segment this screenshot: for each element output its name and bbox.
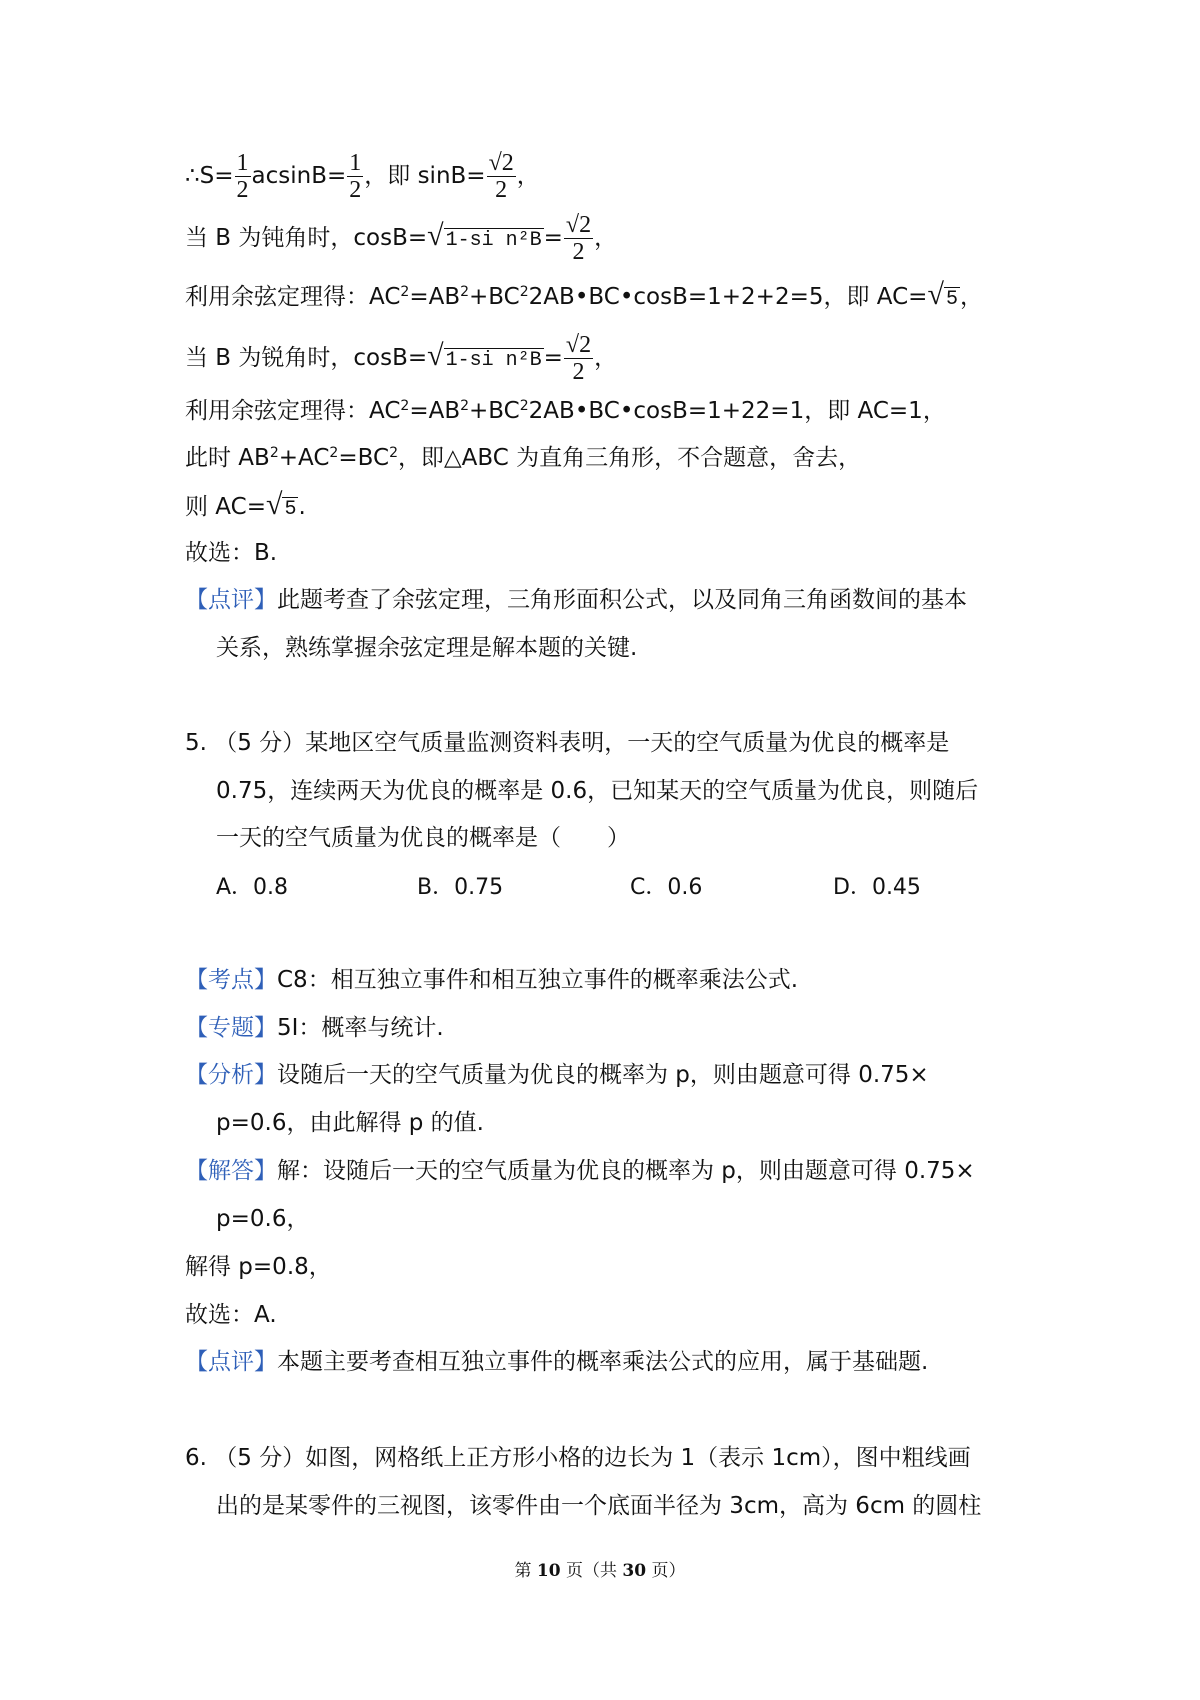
text: C8：相互独立事件和相互独立事件的概率乘法公式. xyxy=(277,967,799,993)
text: 解：设随后一天的空气质量为优良的概率为 p，则由题意可得 0.75× xyxy=(277,1158,975,1184)
text: 本题主要考查相互独立事件的概率乘法公式的应用，属于基础题. xyxy=(277,1349,929,1375)
jieda-line-3: 解得 p=0.8， xyxy=(185,1254,332,1280)
right-triangle-line xyxy=(185,441,861,475)
fenxi-line-1 xyxy=(185,1058,929,1092)
option-c[interactable]: C．0.6 xyxy=(630,875,703,900)
jieda-tag: 【解答】 xyxy=(185,1158,277,1184)
text: 此时 AB xyxy=(185,445,270,471)
square-root: √ 5 xyxy=(927,278,958,311)
question-5-line-1: 5. （5 分）某地区空气质量监测资料表明，一天的空气质量为优良的概率是 xyxy=(185,730,950,756)
zhuanti-line xyxy=(185,1011,444,1045)
obtuse-case-line xyxy=(185,212,617,265)
text: = xyxy=(543,225,563,251)
radicand: 5 xyxy=(945,288,958,311)
text: ， xyxy=(594,225,618,251)
text: acsinB= xyxy=(251,163,347,189)
result-line xyxy=(185,488,306,527)
kaodian-tag: 【考点】 xyxy=(185,967,277,993)
square-root: √ 5 xyxy=(265,488,297,521)
superscript: 2 xyxy=(400,398,410,414)
text: ∴S= xyxy=(185,163,234,189)
question-5-line-3: 一天的空气质量为优良的概率是（ ） xyxy=(216,825,630,851)
superscript: 2 xyxy=(329,445,339,461)
text: ，即△ABC 为直角三角形，不合题意，舍去， xyxy=(397,445,862,471)
text: 5I：概率与统计. xyxy=(277,1015,444,1041)
comment-tag: 【点评】 xyxy=(185,1349,277,1375)
text: =AB xyxy=(409,398,461,424)
text: ， xyxy=(959,284,983,310)
text: 利用余弦定理得：AC xyxy=(185,284,401,310)
footer-text: 页） xyxy=(646,1561,686,1581)
text: ，即 sinB= xyxy=(364,163,486,189)
total-pages: 30 xyxy=(622,1561,647,1581)
text: . xyxy=(298,494,306,520)
square-root: √ 1-si n²B xyxy=(427,339,542,372)
text: +BC xyxy=(469,284,520,310)
text: ， xyxy=(594,345,618,371)
option-d[interactable]: D．0.45 xyxy=(833,875,921,900)
radicand: 1-si n²B xyxy=(445,229,542,252)
text: = xyxy=(543,345,563,371)
comment-q5-line xyxy=(185,1345,928,1379)
fenxi-tag: 【分析】 xyxy=(185,1062,277,1088)
text: 设随后一天的空气质量为优良的概率为 p，则由题意可得 0.75× xyxy=(277,1062,929,1088)
acute-case-line xyxy=(185,332,617,385)
numerator: 1 xyxy=(349,150,362,176)
text: +AC xyxy=(278,445,330,471)
text: +BC xyxy=(469,398,520,424)
footer-text: 页（共 xyxy=(560,1561,623,1581)
text: =BC xyxy=(338,445,390,471)
option-b[interactable]: B．0.75 xyxy=(417,875,504,900)
text: 当 B 为锐角时，cosB= xyxy=(185,345,428,371)
denominator: 2 xyxy=(236,177,249,203)
comment-line-1 xyxy=(185,583,967,617)
option-a[interactable]: A．0.8 xyxy=(216,875,289,900)
text: 2AB•BC•cosB=1+22=1，即 AC=1， xyxy=(528,398,946,424)
numerator: √2 xyxy=(565,212,592,238)
radicand: 5 xyxy=(284,498,297,521)
question-6-line-1: 6. （5 分）如图，网格纸上正方形小格的边长为 1（表示 1cm），图中粗线画 xyxy=(185,1445,971,1471)
numerator: 1 xyxy=(236,150,249,176)
text: 2AB•BC•cosB=1+2+2=5，即 AC= xyxy=(528,284,928,310)
text: 则 AC= xyxy=(185,494,266,520)
zhuanti-tag: 【专题】 xyxy=(185,1015,277,1041)
text: 此题考查了余弦定理，三角形面积公式，以及同角三角函数间的基本 xyxy=(277,587,967,613)
jieda-line-2: p=0.6， xyxy=(216,1206,310,1232)
fraction xyxy=(564,332,593,385)
fenxi-line-2: p=0.6，由此解得 p 的值. xyxy=(216,1110,484,1136)
superscript: 2 xyxy=(269,445,279,461)
denominator: 2 xyxy=(572,239,585,265)
answer-choice-b: 故选：B. xyxy=(185,540,278,566)
comment-line-2: 关系，熟练掌握余弦定理是解本题的关键. xyxy=(216,635,638,661)
square-root: √ 1-si n²B xyxy=(427,219,542,252)
superscript: 2 xyxy=(400,284,410,300)
fraction xyxy=(487,150,516,203)
text: =AB xyxy=(409,284,461,310)
superscript: 2 xyxy=(519,284,529,300)
question-6-line-2: 出的是某零件的三视图，该零件由一个底面半径为 3cm，高为 6cm 的圆柱 xyxy=(216,1493,982,1519)
answer-choice-a: 故选：A. xyxy=(185,1302,277,1328)
footer-text: 第 xyxy=(514,1561,537,1581)
fraction xyxy=(564,212,593,265)
numerator: √2 xyxy=(488,150,514,176)
radicand: 1-si n²B xyxy=(445,349,542,372)
comment-tag: 【点评】 xyxy=(185,587,277,613)
fraction xyxy=(235,150,251,203)
numerator: √2 xyxy=(565,332,592,358)
denominator: 2 xyxy=(495,177,508,203)
question-5-line-2: 0.75，连续两天为优良的概率是 0.6，已知某天的空气质量为优良，则随后 xyxy=(216,778,979,804)
law-of-cosines-line-1 xyxy=(185,278,983,317)
kaodian-line xyxy=(185,963,798,997)
superscript: 2 xyxy=(389,445,398,461)
denominator: 2 xyxy=(572,359,585,385)
text: ， xyxy=(516,163,540,189)
superscript: 2 xyxy=(460,284,470,300)
text: 当 B 为钝角时，cosB= xyxy=(185,225,428,251)
page-number: 10 xyxy=(536,1561,561,1581)
area-formula-line xyxy=(185,150,540,203)
superscript: 2 xyxy=(460,398,470,414)
fraction xyxy=(347,150,363,203)
denominator: 2 xyxy=(349,177,362,203)
superscript: 2 xyxy=(519,398,529,414)
law-of-cosines-line-2 xyxy=(185,394,946,428)
page-footer xyxy=(0,1556,1200,1581)
text: 利用余弦定理得：AC xyxy=(185,398,401,424)
jieda-line-1 xyxy=(185,1154,975,1188)
